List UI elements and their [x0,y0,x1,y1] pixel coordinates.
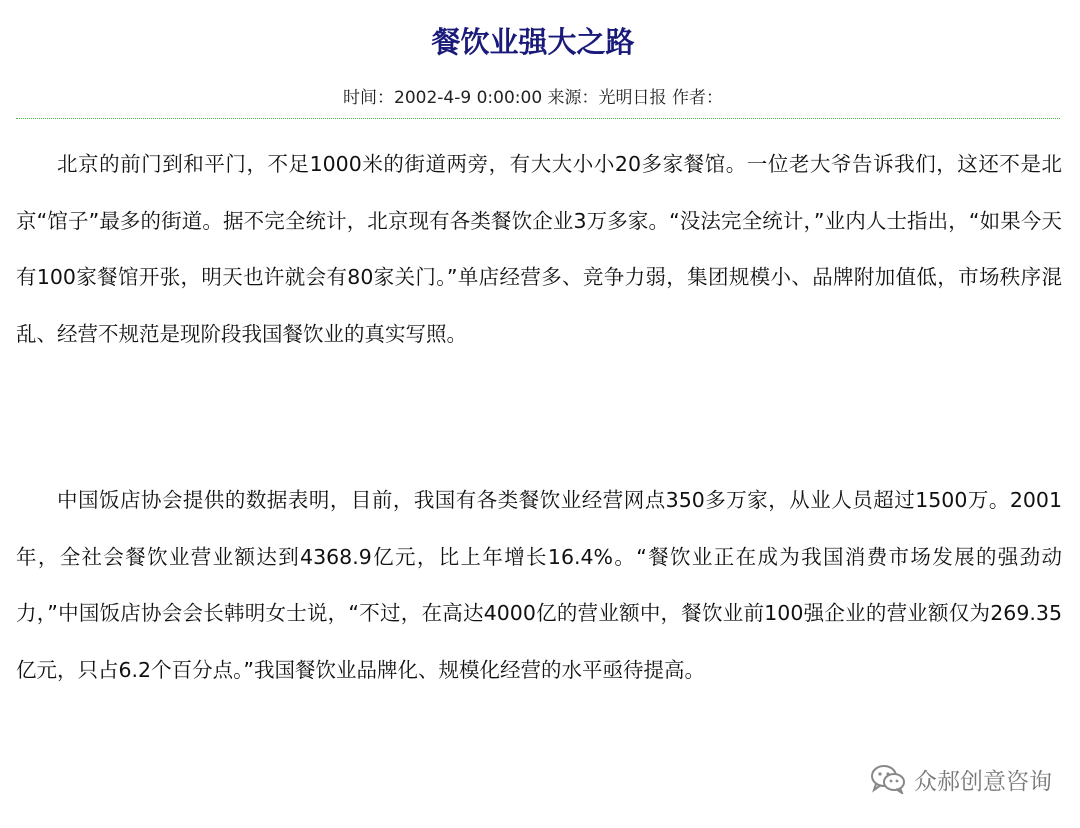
title-divider [16,118,1060,119]
article-paragraph-1: 北京的前门到和平门，不足1000米的街道两旁，有大大小小20多家餐馆。一位老大爷告诉我们，这还不是北京“馆子”最多的街道。据不完全统计，北京现有各类餐饮企业3万多家。“没法完全统计，”业内人士指出，“如果今天有100家餐馆开张，明天也许就会有80家关门。”单店经营多、竞争力弱，集团规模小、品牌附加值低，市场秩序混乱、经营不规范是现阶段我国餐饮业的真实写照。 [16,152,1062,346]
article-title: 餐饮业强大之路 [431,25,635,59]
watermark [870,762,1052,796]
article-paragraph-2: 中国饭店协会提供的数据表明，目前，我国有各类餐饮业经营网点350多万家，从业人员超过1500万。2001年，全社会餐饮业营业额达到4368.9亿元，比上年增长16.4%。“餐饮业正在成为我国消费市场发展的强劲动力，”中国饭店协会会长韩明女士说，“不过，在高达4000亿的营业额中，餐饮业前100强企业的营业额仅为269.35亿元，只占6.2个百分点。”我国餐饮业品牌化、规模化经营的水平亟待提高。 [16,488,1062,682]
wechat-icon [870,764,906,794]
article-meta: 时间：2002-4-9 0:00:00 来源：光明日报 作者： [343,88,723,108]
watermark-text: 众郝创意咨询 [914,768,1052,795]
